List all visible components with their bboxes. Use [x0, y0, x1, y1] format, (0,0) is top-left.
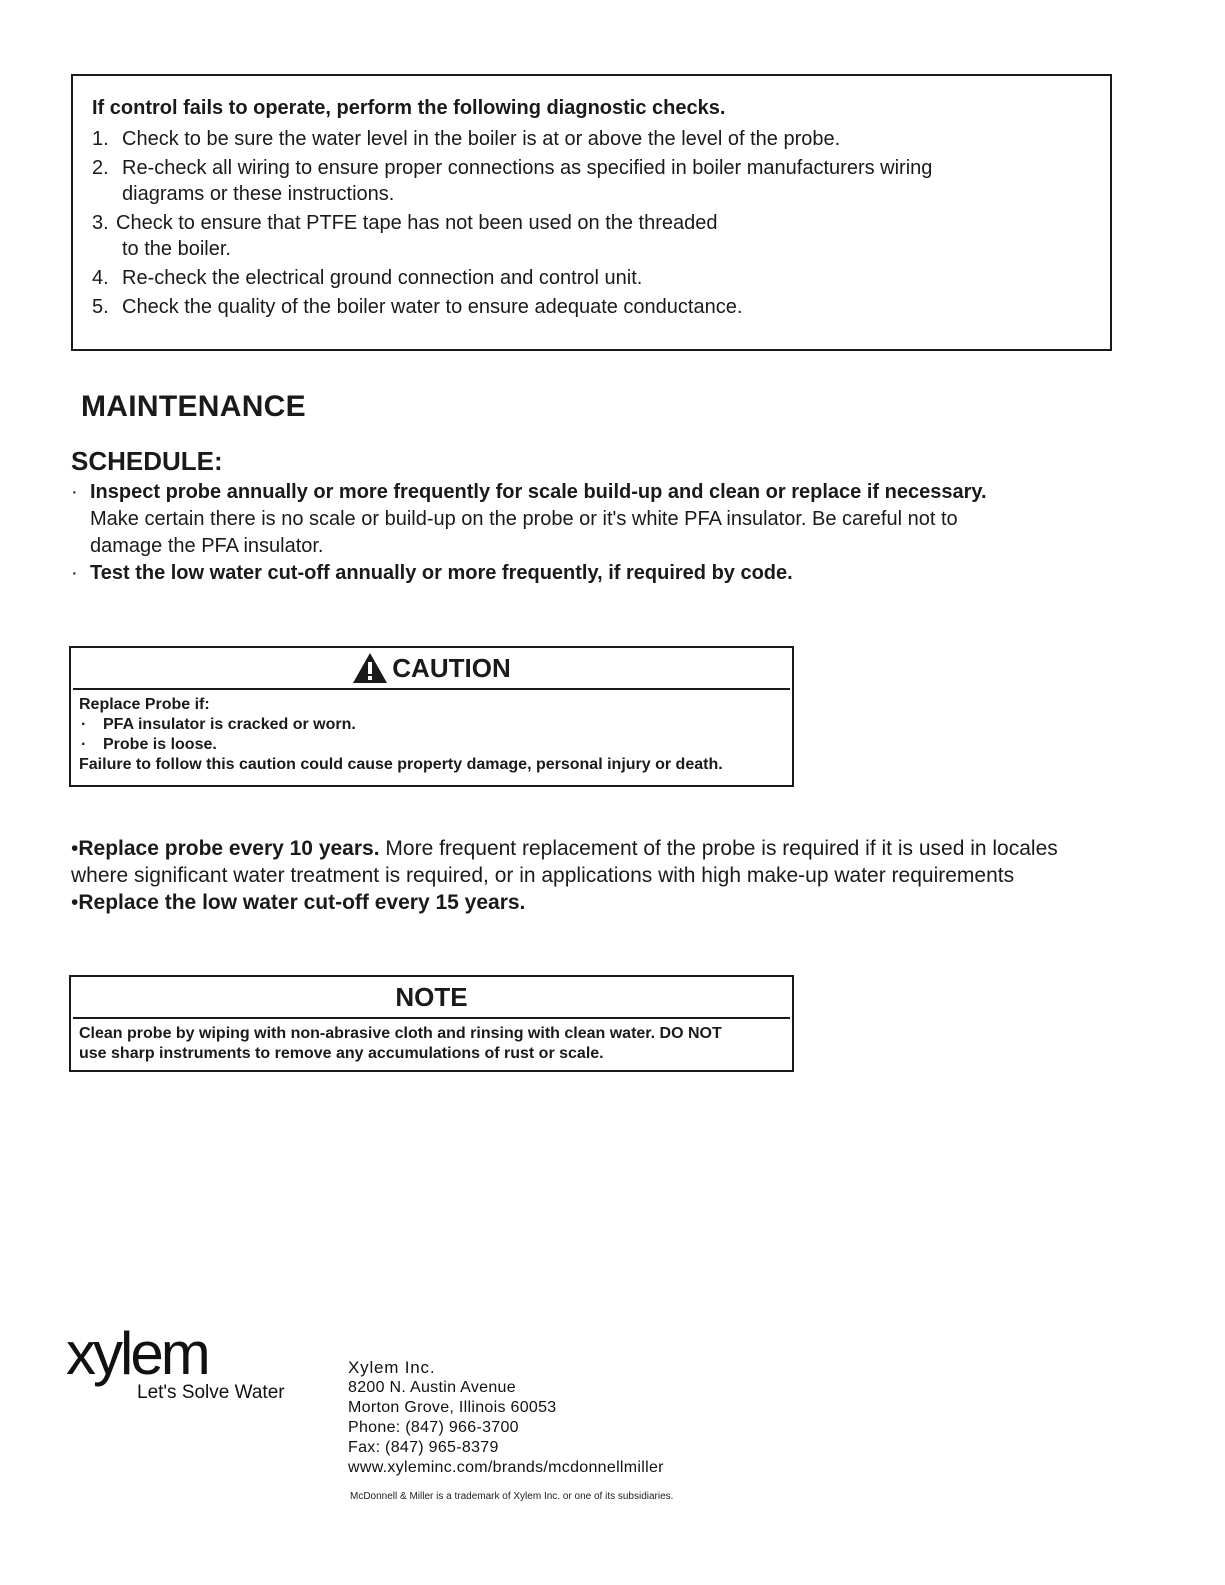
note-header [73, 977, 790, 1019]
item-number: 1. [92, 128, 109, 150]
diagnostic-item-4 [92, 265, 1110, 291]
maintenance-heading: MAINTENANCE [81, 390, 306, 423]
caution-item [79, 735, 792, 755]
caution-box [69, 646, 794, 787]
caution-line1: Replace Probe if: [79, 696, 210, 713]
warning-triangle-icon [352, 652, 388, 684]
item-text-continued: to the boiler. [122, 238, 231, 260]
note-box [69, 975, 794, 1072]
bullet-dot: • [71, 837, 79, 860]
caution-item-text: PFA insulator is cracked or worn. [103, 716, 356, 733]
caution-body [71, 690, 792, 775]
schedule-heading: SCHEDULE: [71, 446, 223, 476]
xylem-logo: xylem [66, 1320, 208, 1387]
item-text: Re-check all wiring to ensure proper connections as specified in boiler manufacturers wiring [122, 157, 933, 179]
item-text: Check the quality of the boiler water to ensure adequate conductance. [122, 296, 743, 318]
bullet-dot: · [81, 716, 87, 733]
test-cutoff-bold: Test the low water cut-off annually or more frequently, if required by code. [90, 562, 793, 584]
address-city: Morton Grove, Illinois 60053 [348, 1399, 557, 1416]
diagnostic-title: If control fails to operate, perform the following diagnostic checks. [92, 97, 726, 119]
replace-probe-paragraph [71, 835, 1058, 916]
replace-probe-bold: Replace probe every 10 years. [78, 837, 380, 860]
inspect-probe-line3: damage the PFA insulator. [90, 535, 324, 557]
inspect-probe-bold: Inspect probe annually or more frequently for scale build-up and clean or replace if necessary. [90, 481, 987, 503]
bullet-dot: • [71, 891, 79, 914]
note-line2: use sharp instruments to remove any accumulations of rust or scale. [79, 1045, 604, 1062]
diagnostic-box [71, 74, 1112, 351]
address-street: 8200 N. Austin Avenue [348, 1379, 516, 1396]
replace-probe-line2: where significant water treatment is required, or in applications with high make-up water requirements [71, 864, 1015, 887]
trademark-notice: McDonnell & Miller is a trademark of Xylem Inc. or one of its subsidiaries. [350, 1491, 674, 1502]
replace-probe-rest: More frequent replacement of the probe is required if it is used in locales [379, 837, 1058, 860]
company-name: Xylem Inc. [348, 1358, 436, 1377]
item-number: 2. [92, 157, 109, 179]
inspect-probe-bullet [71, 479, 987, 560]
bullet-dot: · [81, 736, 87, 753]
item-text: Check to be sure the water level in the boiler is at or above the level of the probe. [122, 128, 841, 150]
diagnostic-item-3 [92, 210, 1110, 262]
replace-cutoff-bold: Replace the low water cut-off every 15 years. [78, 891, 526, 914]
item-text: Check to ensure that PTFE tape has not been used on the threaded [116, 212, 718, 234]
inspect-probe-line2: Make certain there is no scale or build-up on the probe or it's white PFA insulator. Be careful not to [90, 508, 958, 530]
caution-item [79, 715, 792, 735]
test-cutoff-bullet [71, 560, 793, 587]
diagnostic-item-5 [92, 294, 1110, 320]
item-number: 4. [92, 267, 109, 289]
caution-header [73, 648, 790, 690]
item-number: 3. [92, 212, 109, 234]
logo-tagline: Let's Solve Water [137, 1382, 285, 1403]
item-text: Re-check the electrical ground connection and control unit. [122, 267, 643, 289]
company-address [348, 1358, 664, 1478]
note-line1: Clean probe by wiping with non-abrasive cloth and rinsing with clean water. DO NOT [79, 1025, 722, 1042]
phone-number: Phone: (847) 966-3700 [348, 1419, 519, 1436]
caution-warning: Failure to follow this caution could cause property damage, personal injury or death. [79, 756, 723, 773]
bullet-dot: · [71, 481, 78, 503]
note-body [71, 1019, 792, 1064]
item-text-continued: diagrams or these instructions. [122, 183, 395, 205]
fax-number: Fax: (847) 965-8379 [348, 1439, 499, 1456]
item-number: 5. [92, 296, 109, 318]
bullet-dot: · [71, 562, 78, 584]
caution-item-text: Probe is loose. [103, 736, 217, 753]
caution-title: CAUTION [392, 653, 511, 683]
diagnostic-item-2 [92, 155, 1110, 207]
website-link[interactable]: www.xyleminc.com/brands/mcdonnellmiller [348, 1459, 664, 1476]
diagnostic-item-1 [92, 126, 1110, 152]
note-title: NOTE [395, 982, 468, 1012]
